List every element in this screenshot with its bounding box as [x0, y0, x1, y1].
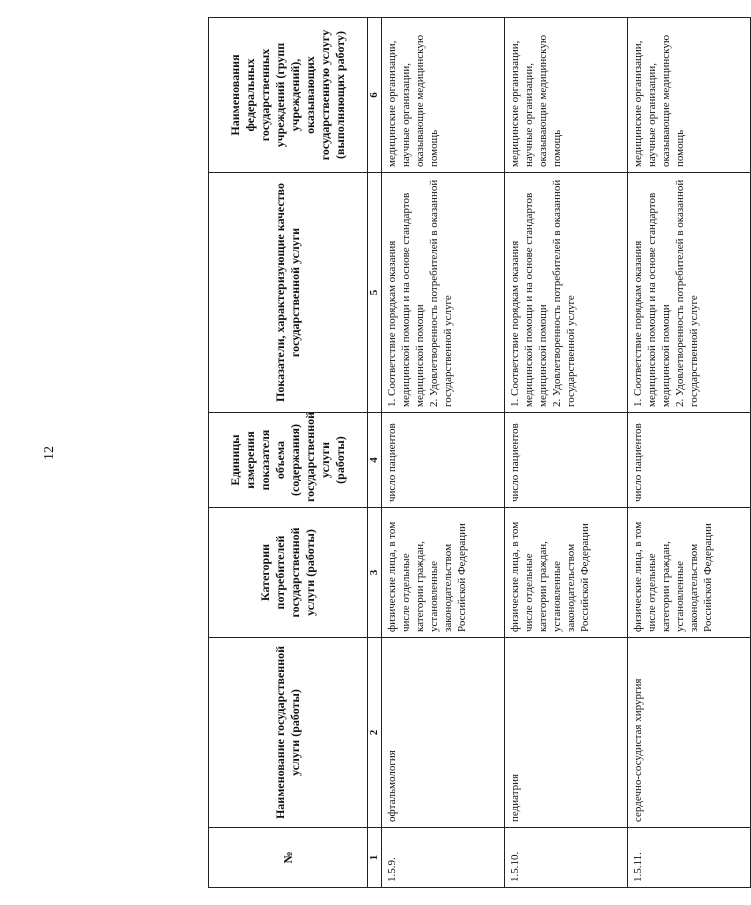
- quality-indicators: [628, 173, 751, 413]
- service-name: сердечно-сосудистая хирургия: [628, 638, 751, 828]
- services-table: [208, 17, 751, 888]
- table-row: [628, 18, 751, 888]
- column-number: 6: [368, 18, 382, 173]
- row-number: 1.5.10.: [505, 828, 628, 888]
- quality-indicator-1: 1. Соответствие порядкам оказания медицинской помощи и на основе стандартов медицинской помощи: [386, 192, 426, 407]
- column-number: 2: [368, 638, 382, 828]
- column-number: 4: [368, 413, 382, 508]
- rotated-table-container: [208, 18, 714, 888]
- row-number: 1.5.11.: [628, 828, 751, 888]
- quality-indicator-2: 2. Удовлетворенность потребителей в оказанной государственной услуге: [428, 179, 454, 407]
- service-name: офтальмология: [382, 638, 505, 828]
- quality-indicators: [382, 173, 505, 413]
- table-row: [505, 18, 628, 888]
- header-volume-unit: Единицы измерения показателя объема (содержания) государственной услуги (работы): [209, 413, 368, 508]
- page-number: 12: [42, 446, 57, 460]
- header-institutions: Наименования федеральных государственных учреждений (групп учреждений), оказывающих государственную услугу (выполняющих работу): [209, 18, 368, 173]
- volume-unit: число пациентов: [382, 413, 505, 508]
- quality-indicator-2: 2. Удовлетворенность потребителей в оказанной государственной услуге: [674, 179, 700, 407]
- quality-indicators: [505, 173, 628, 413]
- row-number: 1.5.9.: [382, 828, 505, 888]
- institutions: медицинские организации, научные организации, оказывающие медицинскую помощь: [382, 18, 505, 173]
- header-number: №: [209, 828, 368, 888]
- header-quality-indicators: Показатели, характеризующие качество государственной услуги: [209, 173, 368, 413]
- consumer-category: физические лица, в том числе отдельные категории граждан, установленные законодательством Российской Федерации: [505, 508, 628, 638]
- quality-indicator-1: 1. Соответствие порядкам оказания медицинской помощи и на основе стандартов медицинской помощи: [632, 192, 672, 407]
- consumer-category: физические лица, в том числе отдельные категории граждан, установленные законодательством Российской Федерации: [382, 508, 505, 638]
- service-name: педиатрия: [505, 638, 628, 828]
- header-service-name: Наименование государственной услуги (работы): [209, 638, 368, 828]
- column-number: 1: [368, 828, 382, 888]
- table-header-row: [209, 18, 368, 888]
- column-number: 5: [368, 173, 382, 413]
- header-consumer-category: Категории потребителей государственной услуги (работы): [209, 508, 368, 638]
- volume-unit: число пациентов: [505, 413, 628, 508]
- quality-indicator-1: 1. Соответствие порядкам оказания медицинской помощи и на основе стандартов медицинской помощи: [509, 192, 549, 407]
- table-row: [382, 18, 505, 888]
- consumer-category: физические лица, в том числе отдельные категории граждан, установленные законодательством Российской Федерации: [628, 508, 751, 638]
- institutions: медицинские организации, научные организации, оказывающие медицинскую помощь: [628, 18, 751, 173]
- column-number: 3: [368, 508, 382, 638]
- institutions: медицинские организации, научные организации, оказывающие медицинскую помощь: [505, 18, 628, 173]
- column-numbers-row: [368, 18, 382, 888]
- quality-indicator-2: 2. Удовлетворенность потребителей в оказанной государственной услуге: [551, 179, 577, 407]
- volume-unit: число пациентов: [628, 413, 751, 508]
